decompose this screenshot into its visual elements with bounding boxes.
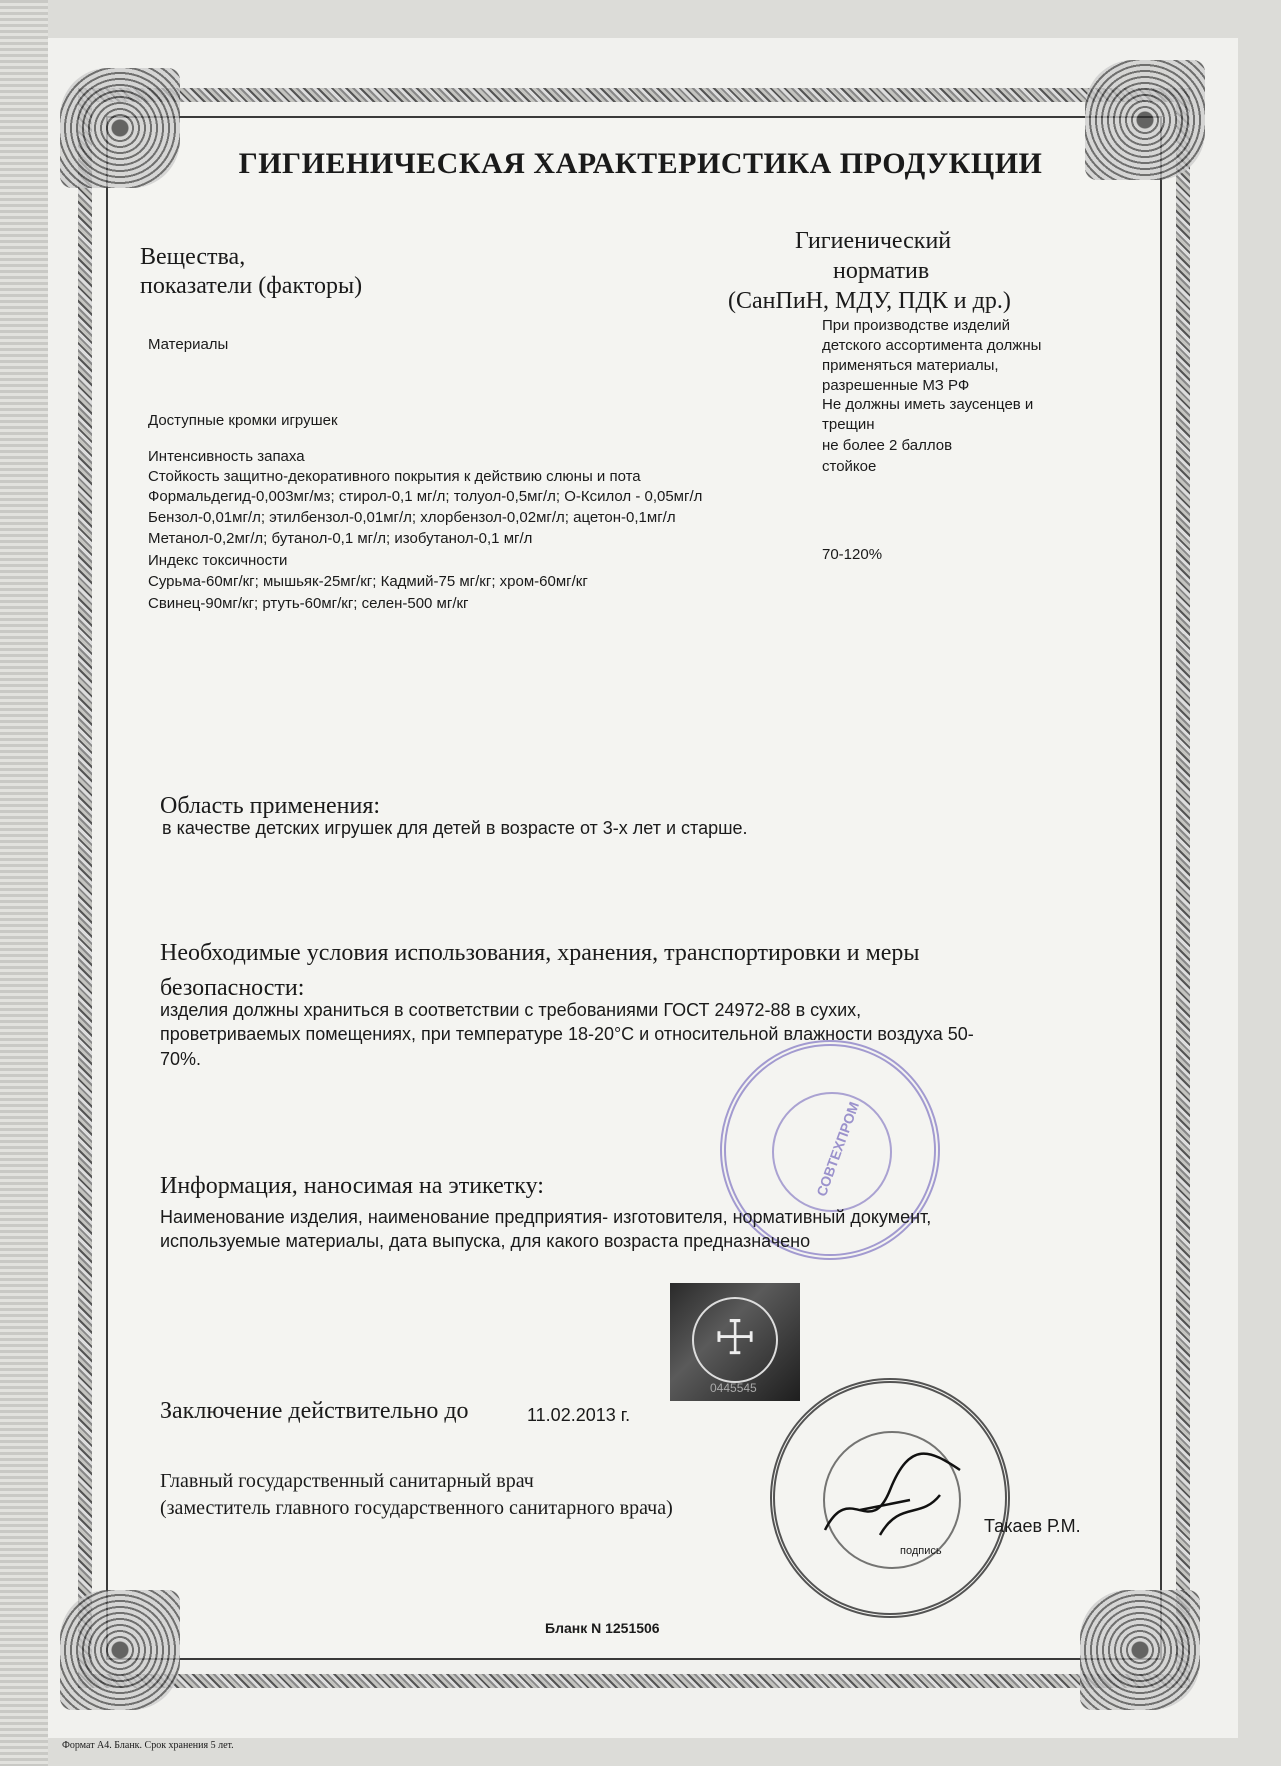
signature: [820, 1440, 970, 1550]
conditions-line3: 70%.: [160, 1049, 202, 1069]
corner-ornament-bottom-left: [60, 1590, 180, 1710]
factor-benzene: Бензол-0,01мг/л; этилбензол-0,01мг/л; хлорбензол-0,02мг/л; ацетон-0,1мг/л: [148, 509, 676, 526]
conditions-line2: проветриваемых помещениях, при температуре 18-20°С и относительной влажности воздуха 50-: [160, 1024, 974, 1044]
norm-materials: При производстве изделий детского ассортимента должны применяться материалы, разрешенные МЗ РФ: [822, 317, 1042, 394]
hologram-number: 0445545: [710, 1381, 757, 1395]
factor-smell: Интенсивность запаха: [148, 448, 305, 465]
corner-ornament-bottom-right: [1080, 1590, 1200, 1710]
signature-caption: подпись: [900, 1545, 942, 1557]
norm-coating: стойкое: [822, 458, 877, 475]
label-info-line2: используемые материалы, дата выпуска, для какого возраста предназначено: [160, 1231, 811, 1251]
validity-date: 11.02.2013 г.: [527, 1405, 631, 1425]
label-info-heading: Информация, наносимая на этикетку:: [160, 1173, 544, 1199]
factor-formaldehyde: Формальдегид-0,003мг/мз; стирол-0,1 мг/л; толуол-0,5мг/л; О-Ксилол - 0,05мг/л: [148, 488, 703, 505]
blank-number: Бланк N 1251506: [545, 1620, 660, 1636]
factor-coating: Стойкость защитно-декоративного покрытия к действию слюны и пота: [148, 468, 641, 485]
factor-materials: Материалы: [148, 336, 229, 353]
factor-methanol: Метанол-0,2мг/л; бутанол-0,1 мг/л; изобутанол-0,1 мг/л: [148, 530, 533, 547]
header-substances-line2: показатели (факторы): [140, 273, 363, 299]
norm-toxicity: 70-120%: [822, 546, 883, 563]
hologram-emblem: [670, 1283, 800, 1401]
factor-toxicity: Индекс токсичности: [148, 552, 288, 569]
document-title: ГИГИЕНИЧЕСКАЯ ХАРАКТЕРИСТИКА ПРОДУКЦИИ: [238, 147, 1043, 180]
factor-antimony: Сурьма-60мг/кг; мышьяк-25мг/кг; Кадмий-75 мг/кг; хром-60мг/кг: [148, 573, 588, 590]
header-norm-line2: норматив: [833, 258, 930, 284]
conditions-heading-line2: безопасности:: [160, 975, 305, 1001]
header-substances-line1: Вещества,: [140, 244, 246, 270]
company-seal-word: СОВТЕХПРОМ: [813, 1099, 863, 1199]
conditions-heading-line1: Необходимые условия использования, хранения, транспортировки и меры: [160, 940, 920, 966]
signer-line2: (заместитель главного государственного санитарного врача): [160, 1497, 673, 1519]
label-info-line1: Наименование изделия, наименование предприятия- изготовителя, нормативный документ,: [160, 1207, 932, 1227]
footer-format: Формат А4. Бланк. Срок хранения 5 лет.: [62, 1740, 234, 1751]
factor-lead: Свинец-90мг/кг; ртуть-60мг/кг; селен-500 мг/кг: [148, 595, 469, 612]
norm-edges: Не должны иметь заусенцев и трещин: [822, 396, 1034, 433]
validity-label: Заключение действительно до: [160, 1398, 469, 1424]
norm-smell: не более 2 баллов: [822, 437, 953, 454]
conditions-line1: изделия должны храниться в соответствии с требованиями ГОСТ 24972-88 в сухих,: [160, 1000, 862, 1020]
signer-name: Такаев Р.М.: [984, 1516, 1081, 1536]
scope-text: в качестве детских игрушек для детей в возрасте от 3-х лет и старше.: [162, 818, 748, 838]
header-norm-line3: (СанПиН, МДУ, ПДК и др.): [728, 288, 1011, 314]
factor-edges: Доступные кромки игрушек: [148, 412, 338, 429]
scan-edge: [0, 0, 48, 1766]
signer-line1: Главный государственный санитарный врач: [160, 1470, 534, 1492]
header-norm-line1: Гигиенический: [795, 228, 952, 254]
scope-heading: Область применения:: [160, 793, 381, 819]
double-headed-eagle-icon: ☩: [692, 1297, 778, 1383]
